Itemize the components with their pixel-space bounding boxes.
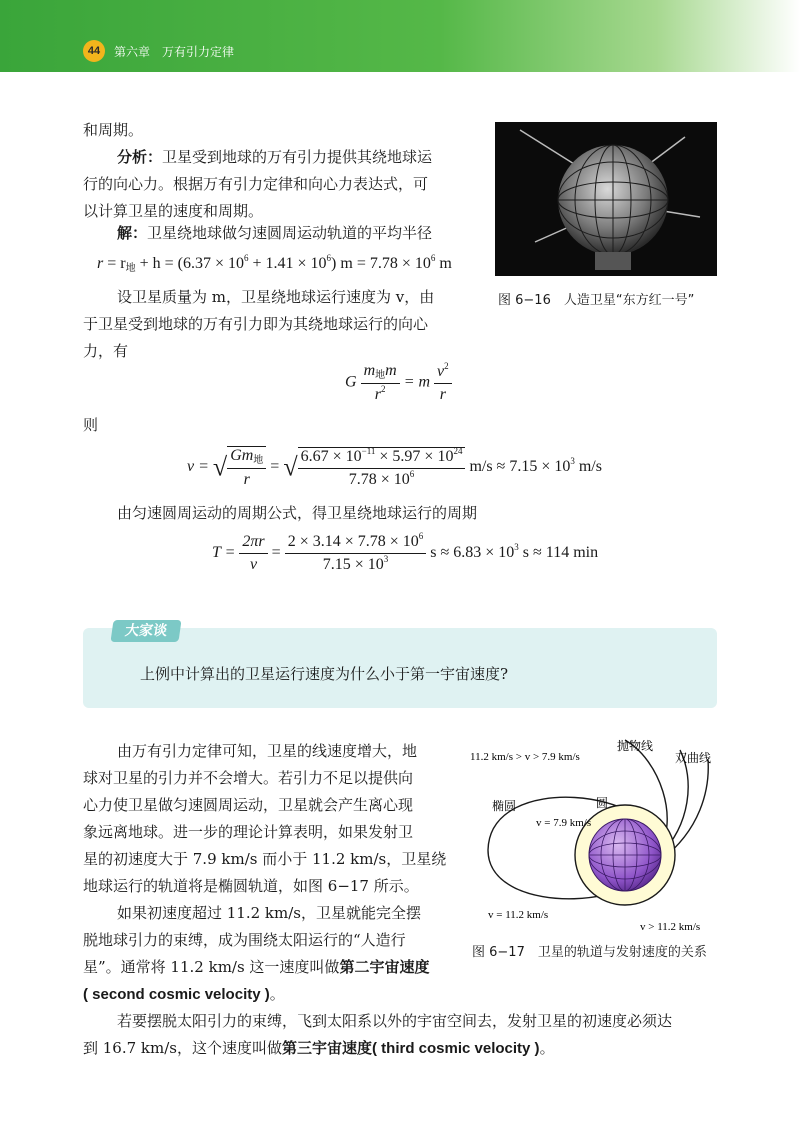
label-v-7-9: v = 7.9 km/s: [536, 817, 592, 829]
para-mass-3: 力，有: [83, 342, 129, 360]
para-sec-6: 地球运行的轨道将是椭圆轨道，如图 6−17 所示。: [83, 877, 419, 895]
discussion-tag: 大家谈: [110, 620, 181, 642]
analysis-label: 分析：: [117, 148, 163, 166]
label-velocity-range: 11.2 km/s > v > 7.9 km/s: [470, 751, 580, 763]
label-v-greater-11-2: v > 11.2 km/s: [640, 921, 701, 933]
chapter-title: 第六章 万有引力定律: [114, 45, 235, 59]
solution-label: 解：: [117, 224, 148, 242]
label-parabola: 抛物线: [617, 739, 654, 753]
period-fraction-2: $\frac{2 \times 3.14 \times 7.78 \times 10^6}{7.15 \times 10^3}$: [285, 533, 427, 574]
solution-line: [117, 220, 432, 247]
analysis-text-1: 卫星受到地球的万有引力提供其绕地球运: [162, 148, 433, 166]
analysis-line-2: 行的向心力。根据万有引力定律和向心力表达式，可: [83, 175, 429, 193]
orbit-diagram: [470, 730, 720, 940]
figure-6-17-caption: 图 6−17 卫星的轨道与发射速度的关系: [472, 945, 707, 960]
satellite-image: [495, 122, 717, 276]
para-esc-2: 脱地球引力的束缚，成为围绕太阳运行的“人造行: [83, 931, 406, 949]
para-period: 由匀速圆周运动的周期公式，得卫星绕地球运行的周期: [117, 504, 478, 522]
analysis-line-1: [117, 144, 432, 171]
page-header: [0, 0, 800, 72]
equation-velocity: v = √ $\frac{Gm_地}{r}$ = √ $\frac{6.67 \times 10^{-11} \times 5.97 \times 10^{24}}{7.78 \times 10^6}$ $m/s \approx 7.15 \times 10^3$ m/s: [187, 445, 602, 488]
analysis-line-3: 以计算卫星的速度和周期。: [83, 202, 264, 220]
page-number: 44: [83, 40, 105, 62]
then-label: 则: [83, 416, 99, 434]
para-mass-1: 设卫星质量为 m，卫星绕地球运行速度为 v，由: [117, 288, 435, 306]
para-esc-3: 星”。通常将 11.2 km/s 这一速度叫做第二宇宙速度: [83, 958, 430, 976]
solution-text: 卫星绕地球做匀速圆周运动轨道的平均半径: [147, 224, 433, 242]
discussion-question: 上例中计算出的卫星运行速度为什么小于第一宇宙速度?: [140, 665, 509, 683]
para-esc-1: 如果初速度超过 11.2 km/s，卫星就能完全摆: [117, 904, 422, 922]
term-second-cosmic-velocity: 第二宇宙速度: [339, 958, 430, 976]
para-third-1: 若要摆脱太阳引力的束缚，飞到太阳系以外的宇宙空间去，发射卫星的初速度必须达: [117, 1012, 673, 1030]
para-intro: 和周期。: [83, 121, 144, 139]
para-esc-4: ( second cosmic velocity )。: [83, 985, 285, 1003]
equation-gravity: G $\frac{m_地m}{r^2}$ = m $\frac{v^2}{r}$: [345, 362, 452, 404]
para-sec-5: 星的初速度大于 7.9 km/s 而小于 11.2 km/s，卫星绕: [83, 850, 447, 868]
gravity-fraction-right: $\frac{v^2}{r}$: [434, 363, 452, 404]
velocity-sqrt-1: $\frac{Gm_地}{r}$: [227, 446, 266, 489]
velocity-sqrt-2: $\frac{6.67 \times 10^{-11} \times 5.97 \times 10^{24}}{7.78 \times 10^6}$: [298, 447, 466, 489]
label-v-11-2: v = 11.2 km/s: [488, 909, 549, 921]
period-fraction-1: $\frac{2\pi r}{v}$: [239, 533, 267, 574]
para-third-2: 到 16.7 km/s，这个速度叫做第三宇宙速度( third cosmic velocity )。: [83, 1039, 555, 1057]
para-sec-2: 球对卫星的引力并不会增大。若引力不足以提供向: [83, 769, 414, 787]
label-circle: 圆: [596, 796, 609, 810]
equation-period: T = $\frac{2\pi r}{v}$ = $\frac{2 \times 3.14 \times 7.78 \times 10^6}{7.15 \times 10^3}$ $s \approx 6.83 \times 10^3$ s ≈ 114 min: [212, 531, 599, 573]
label-hyperbola: 双曲线: [675, 751, 712, 765]
para-sec-1: 由万有引力定律可知，卫星的线速度增大，地: [117, 742, 418, 760]
term-second-en: ( second cosmic velocity ): [83, 986, 270, 1003]
figure-6-16-caption: 图 6−16 人造卫星“东方红一号”: [498, 293, 695, 308]
term-third-en: ( third cosmic velocity ): [372, 1040, 540, 1057]
satellite-photo: [495, 122, 717, 276]
label-ellipse: 椭圆: [492, 799, 517, 813]
equation-radius: $r = r_地 + h = (6.37 \times 10^6 + 1.41 \times 10^6) m = 7.78 \times 10^6$ m: [97, 253, 452, 274]
para-sec-4: 象远离地球。进一步的理论计算表明，如果发射卫: [83, 823, 414, 841]
para-mass-2: 于卫星受到地球的万有引力即为其绕地球运行的向心: [83, 315, 429, 333]
gravity-fraction-left: $\frac{m_地m}{r^2}$: [361, 362, 400, 404]
para-sec-3: 心力使卫星做匀速圆周运动，卫星就会产生离心现: [83, 796, 414, 814]
term-third-cosmic-velocity: 第三宇宙速度: [282, 1039, 373, 1057]
